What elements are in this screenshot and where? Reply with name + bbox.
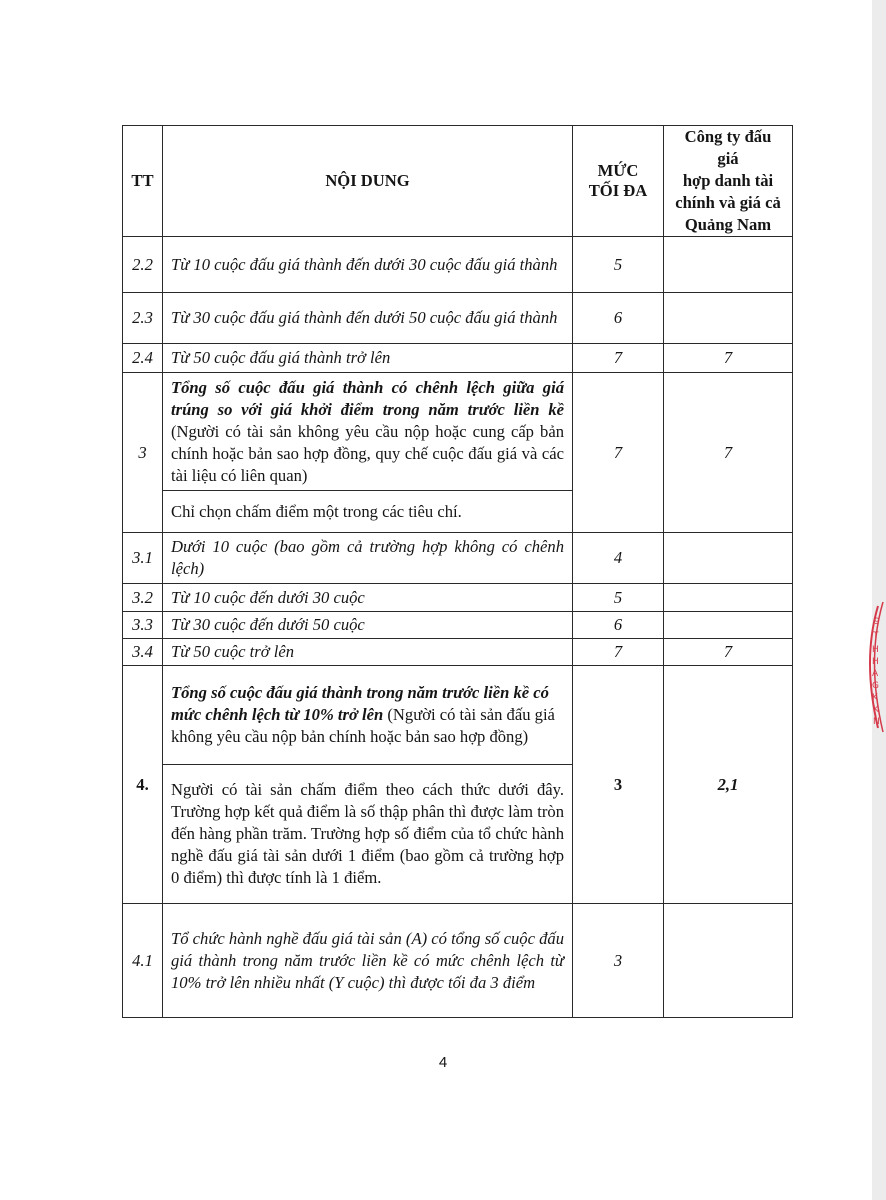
header-max-line2: TỐI ĐA [588, 181, 648, 200]
row-score: 2,1 [664, 666, 793, 904]
svg-text:N: N [873, 717, 880, 727]
row-tt: 4.1 [123, 904, 163, 1018]
row-max: 5 [573, 237, 664, 293]
svg-text:H: H [872, 645, 879, 655]
row-tt: 3.3 [123, 612, 163, 639]
header-content: NỘI DUNG [163, 126, 573, 237]
header-company-line4: Quảng Nam [684, 215, 772, 234]
row-score: 7 [664, 344, 793, 373]
header-tt: TT [123, 126, 163, 237]
row-tt: 2.4 [123, 344, 163, 373]
row-max: 7 [573, 344, 664, 373]
row-content: Từ 10 cuộc đấu giá thành đến dưới 30 cuộc đấu giá thành [163, 237, 573, 293]
table-row [123, 373, 793, 491]
row-max: 6 [573, 293, 664, 344]
svg-text:K: K [873, 705, 879, 715]
row-score: 7 [664, 373, 793, 533]
row-content-bold: Tổng số cuộc đấu giá thành trong năm trước liền kề có mức chênh lệch từ 10% trở lên [171, 683, 549, 724]
row-score [664, 584, 793, 612]
svg-text:G: G [872, 681, 879, 691]
header-company-line2: hợp danh tài [682, 171, 774, 190]
row-max: 7 [573, 639, 664, 666]
table-row [123, 533, 793, 584]
table-header-row [123, 126, 793, 237]
row-tt: 3.2 [123, 584, 163, 612]
table-row [123, 293, 793, 344]
row-score [664, 533, 793, 584]
row-content [163, 666, 573, 765]
row-max: 5 [573, 584, 664, 612]
row-note: Người có tài sản chấm điểm theo cách thức dưới đây. Trường hợp kết quả điểm là số thập phân thì được làm tròn đến hàng phần trăm. Trường hợp số điểm của tổ chức hành nghề đấu giá tài sản dưới 1 điểm (bao gồm cả trường hợp 0 điểm) thì được tính là 1 điểm. [163, 765, 573, 904]
table-row [123, 639, 793, 666]
row-score: 7 [664, 639, 793, 666]
table-row [123, 237, 793, 293]
table-row [123, 612, 793, 639]
row-tt: 3 [123, 373, 163, 533]
row-tt: 3.4 [123, 639, 163, 666]
row-content: Từ 30 cuộc đấu giá thành đến dưới 50 cuộc đấu giá thành [163, 293, 573, 344]
table-row [123, 584, 793, 612]
row-content: Dưới 10 cuộc (bao gồm cả trường hợp không có chênh lệch) [163, 533, 573, 584]
svg-text:T: T [873, 631, 879, 641]
page-number: 4 [438, 1054, 448, 1071]
header-company-line1: Công ty đấu giá [684, 127, 772, 168]
row-score [664, 293, 793, 344]
red-stamp-icon [856, 600, 886, 735]
table-row [123, 344, 793, 373]
header-max [573, 126, 664, 237]
row-score [664, 904, 793, 1018]
row-content-normal: (Người có tài sản không yêu cầu nộp hoặc cung cấp bản chính hoặc bản sao hợp đồng, quy chế cuộc đấu giá và các tài liệu có liên quan) [171, 421, 564, 485]
svg-text:K: K [872, 693, 878, 703]
row-tt: 2.3 [123, 293, 163, 344]
row-tt: 2.2 [123, 237, 163, 293]
row-score [664, 237, 793, 293]
svg-text:H: H [872, 657, 879, 667]
row-content-bold: Tổng số cuộc đấu giá thành có chênh lệch giữa giá trúng so với giá khởi điểm trong năm trước liền kề [171, 377, 564, 419]
header-company [664, 126, 793, 237]
row-max: 3 [573, 666, 664, 904]
row-content: Tổ chức hành nghề đấu giá tài sản (A) có tổng số cuộc đấu giá thành trong năm trước liền kề có mức chênh lệch từ 10% trở lên nhiều nhất (Y cuộc) thì được tối đa 3 điểm [163, 904, 573, 1018]
row-content: Từ 50 cuộc đấu giá thành trở lên [163, 344, 573, 373]
svg-text:A: A [872, 669, 879, 679]
row-tt: 3.1 [123, 533, 163, 584]
row-content: Từ 50 cuộc trở lên [163, 639, 573, 666]
header-max-line1: MỨC [597, 161, 639, 180]
row-max: 4 [573, 533, 664, 584]
row-max: 6 [573, 612, 664, 639]
row-score [664, 612, 793, 639]
svg-text:9: 9 [874, 617, 880, 627]
row-content: Từ 30 cuộc đến dưới 50 cuộc [163, 612, 573, 639]
row-content [163, 373, 573, 491]
header-company-line3: chính và giá cả [675, 193, 781, 212]
row-max: 7 [573, 373, 664, 533]
row-note: Chỉ chọn chấm điểm một trong các tiêu chí. [163, 491, 573, 533]
row-max: 3 [573, 904, 664, 1018]
scoring-table [122, 125, 793, 1018]
table-row [123, 666, 793, 765]
row-content-normal: (Người có tài sản đấu giá không yêu cầu nộp bản chính hoặc bản sao hợp đồng) [171, 705, 555, 746]
table-row [123, 904, 793, 1018]
row-tt: 4. [123, 666, 163, 904]
row-content: Từ 10 cuộc đến dưới 30 cuộc [163, 584, 573, 612]
